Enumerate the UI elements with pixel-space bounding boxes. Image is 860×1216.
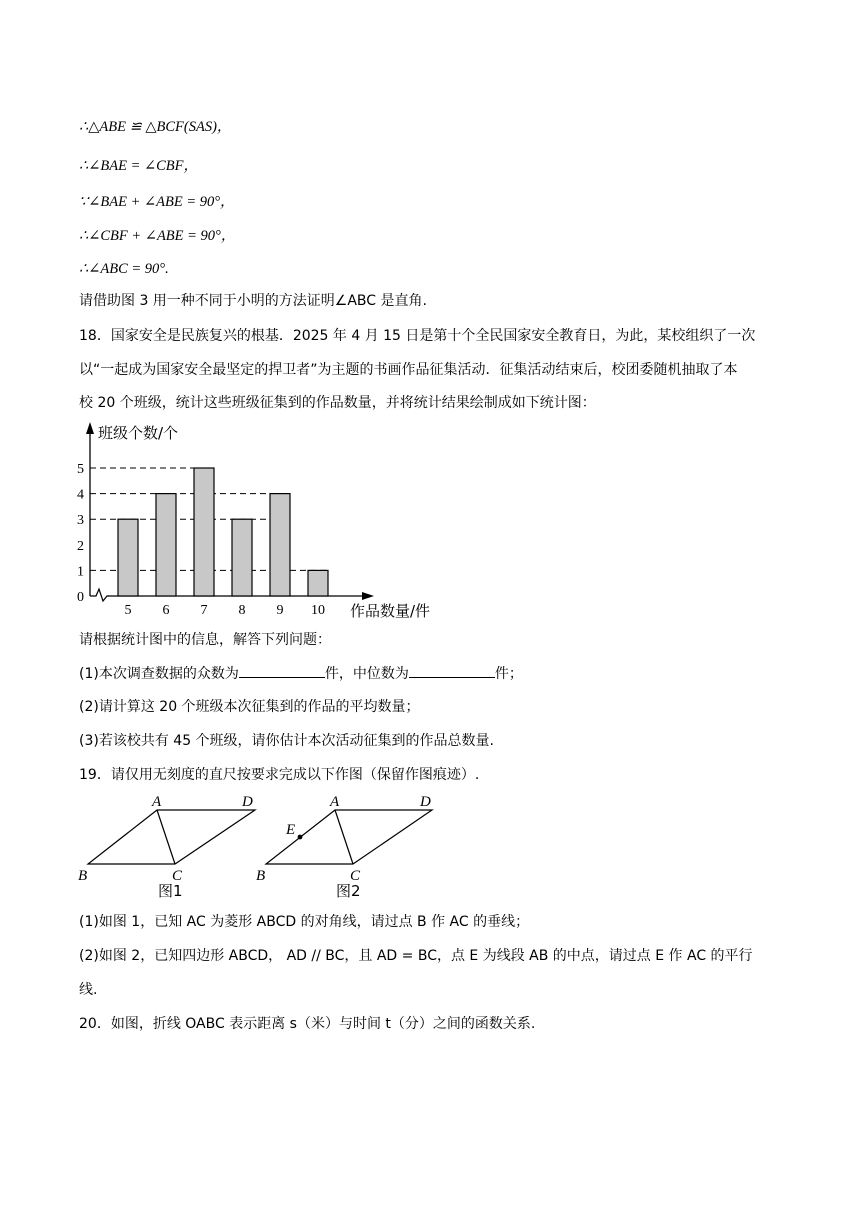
fig1-diagonal-ac [157,810,175,864]
q18-sub2: (2)请计算这 20 个班级本次征集到的作品的平均数量； [79,699,420,715]
bar-5 [118,519,138,596]
q18-paragraph-2: 以“一起成为国家安全最坚定的捍卫者”为主题的书画作品征集活动．征集活动结束后，校团委随机抽取了本 [79,362,738,378]
y-tick-label: 3 [77,513,84,529]
fig1-parallelogram [88,810,255,864]
q18-paragraph-3: 校 20 个班级，统计这些班级征集到的作品数量，并将统计结果绘制成如下统计图： [79,395,596,411]
q18-sub1-part-a: (1)本次调查数据的众数为 [79,666,239,682]
proof-line-4: ∴∠CBF + ∠ABE = 90°， [79,228,236,244]
fig2-label-b: B [256,868,266,884]
fig2-label-a: A [330,794,340,810]
q19-sub2-line-1: (2)如图 2，已知四边形 ABCD， AD // BC，且 AD = BC，点 E 为线段 AB 的中点，请过点 E 作 AC 的平行 [79,948,753,964]
y-tick-label: 5 [77,462,84,477]
fig1-caption: 图1 [158,882,183,900]
proof-instruction: 请借助图 3 用一种不同于小明的方法证明∠ABC 是直角. [79,293,427,309]
x-tick-label: 9 [276,603,284,618]
bar-chart [70,418,460,628]
x-tick-label: 5 [124,603,132,618]
bar-6 [156,494,176,596]
x-tick-label: 8 [238,603,246,618]
fig1-label-b: B [78,868,88,884]
bar-9 [270,494,290,596]
y-axis-label: 班级个数/个 [98,424,179,442]
answer-blank-mode[interactable] [239,663,325,678]
q19-paragraph-1: 19．请仅用无刻度的直尺按要求完成以下作图（保留作图痕迹）. [79,767,480,783]
x-axis-label: 作品数量/件 [350,602,431,620]
geometry-figures [70,790,450,900]
bar-10 [308,570,328,596]
proof-line-5: ∴∠ABC = 90°. [79,261,169,277]
x-tick-label: 7 [200,603,208,618]
x-axis-break [90,589,109,601]
q18-sub1-part-c: 件； [494,666,523,682]
answer-blank-median[interactable] [409,663,495,678]
y-tick-label: 2 [77,538,84,554]
fig1-label-a: A [152,794,162,810]
y-axis-arrow [86,422,94,434]
y-tick-label: 4 [77,487,84,503]
q18-prompt: 请根据统计图中的信息，解答下列问题： [79,632,331,648]
q18-sub1-part-b: 件，中位数为 [324,666,409,682]
proof-line-2: ∴∠BAE = ∠CBF， [79,158,199,174]
fig1-label-d: D [242,794,253,810]
fig2-point-e [298,835,303,840]
q20-paragraph-1: 20．如图，折线 OABC 表示距离 s（米）与时间 t（分）之间的函数关系. [79,1016,536,1032]
fig2-label-c: C [350,868,361,884]
x-tick-label: 6 [162,603,170,618]
x-tick-label: 10 [311,603,325,618]
bar-7 [194,468,214,596]
fig2-diagonal-ac [335,810,353,864]
x-axis-arrow [362,592,374,600]
q18-sub3: (3)若该校共有 45 个班级，请你估计本次活动征集到的作品总数量. [79,733,494,749]
q19-sub1: (1)如图 1，已知 AC 为菱形 ABCD 的对角线，请过点 B 作 AC 的垂线； [79,914,530,930]
y-tick-label: 0 [77,590,84,605]
y-tick-label: 1 [77,564,84,580]
proof-line-1: ∴△ABE ≌ △BCF(SAS)， [79,119,232,135]
q18-sub1 [79,663,523,684]
q19-sub2-line-2: 线. [79,982,98,998]
fig2-label-d: D [420,794,431,810]
proof-line-3: ∵∠BAE + ∠ABE = 90°， [79,194,235,210]
bar-8 [232,519,252,596]
fig2-caption: 图2 [336,882,361,900]
fig1-label-c: C [172,868,183,884]
fig2-label-e: E [286,822,296,838]
q18-paragraph-1: 18．国家安全是民族复兴的根基．2025 年 4 月 15 日是第十个全民国家安全教育日，为此，某校组织了一次 [79,328,756,344]
